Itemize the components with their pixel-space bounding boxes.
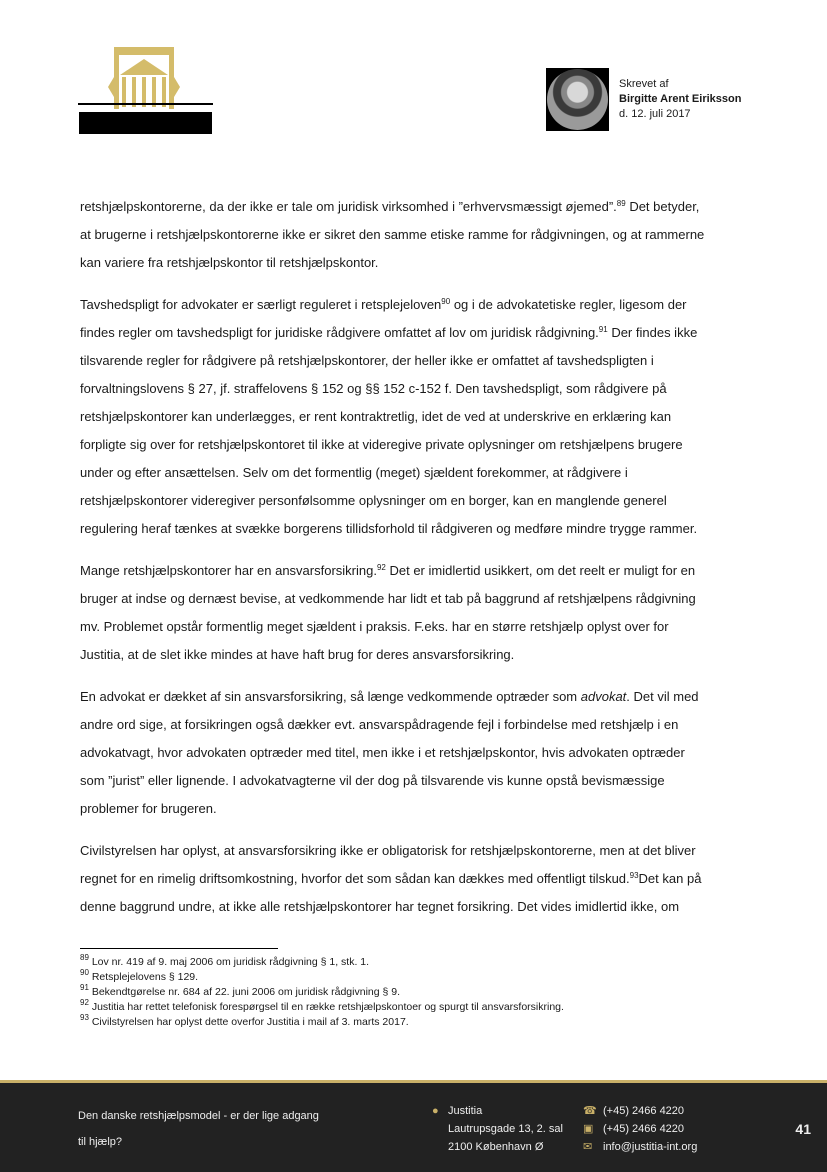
footer-city: 2100 København Ø bbox=[448, 1141, 544, 1153]
text-segment: retshjælpskontorer kan underlægges, er rent kontraktretlig, idet de ved at underskrive en erklæring kan bbox=[80, 409, 672, 424]
page-number: 41 bbox=[795, 1121, 811, 1137]
text-segment: Det betyder, bbox=[625, 199, 700, 214]
text-line bbox=[80, 375, 750, 403]
text-segment: advokatvagt, hvor advokaten optræder med titel, men ikke i et retshjælpskontor, hvis advokaten optræder bbox=[80, 745, 685, 760]
footnotes bbox=[80, 955, 564, 1030]
text-line bbox=[80, 893, 750, 921]
paragraph bbox=[80, 557, 750, 669]
text-segment: Der findes ikke bbox=[607, 325, 698, 340]
footer-phone: (+45) 2466 4220 bbox=[603, 1105, 685, 1117]
footnote-text: Bekendtgørelse nr. 684 af 22. juni 2006 om juridisk rådgivning § 9. bbox=[88, 986, 401, 998]
text-segment: findes regler om tavshedspligt for juridiske rådgivere omfattet af lov om juridisk rådgivning. bbox=[80, 325, 599, 340]
text-segment: som ”jurist” eller lignende. I advokatvagterne vil der dog på tilsvarende vis kunne opstå bevismæssige bbox=[80, 773, 665, 788]
footnote-text: Civilstyrelsen har oplyst dette overfor Justitia i mail af 3. marts 2017. bbox=[88, 1016, 409, 1028]
footnote-text: Justitia har rettet telefonisk forespørgsel til en række retshjælpskontoer og spurgt til ansvarsforsikring. bbox=[88, 1001, 564, 1013]
footnote-number: 92 bbox=[80, 998, 89, 1007]
body-text bbox=[80, 193, 750, 935]
footnote-reference[interactable]: 93 bbox=[629, 871, 639, 880]
text-segment: bruger at indse og dernæst bevise, at vedkommende har lidt et tab på baggrund af retshjælpens rådgivning bbox=[80, 591, 696, 606]
text-segment: Det kan på bbox=[638, 871, 702, 886]
footnote-reference[interactable]: 89 bbox=[616, 199, 626, 208]
text-segment: retshjælpskontorerne, da der ikke er tale om juridisk virksomhed i ”erhvervsmæssigt øjemed”. bbox=[80, 199, 617, 214]
text-line bbox=[80, 865, 750, 893]
footnote-reference[interactable]: 90 bbox=[441, 297, 451, 306]
text-line bbox=[80, 711, 750, 739]
footnote bbox=[80, 985, 564, 1000]
text-segment: advokat bbox=[580, 689, 627, 704]
footnote-number: 93 bbox=[80, 1013, 89, 1022]
text-segment: regulering heraf tænkes at svække borgerens tillidsforhold til rådgiveren og medføre mindre trygge rammer. bbox=[80, 521, 698, 536]
text-line bbox=[80, 249, 750, 277]
author-label: Skrevet af bbox=[619, 78, 669, 90]
justitia-logo bbox=[78, 45, 213, 135]
author-block bbox=[546, 68, 741, 131]
text-line bbox=[80, 641, 750, 669]
text-segment: . Det vil med bbox=[626, 689, 699, 704]
text-line bbox=[80, 319, 750, 347]
footer-fax: (+45) 2466 4220 bbox=[603, 1123, 685, 1135]
footnote-text: Retsplejelovens § 129. bbox=[88, 971, 199, 983]
text-line bbox=[80, 767, 750, 795]
author-photo bbox=[546, 68, 609, 131]
paragraph bbox=[80, 683, 750, 823]
footer-contact bbox=[583, 1102, 697, 1156]
text-line bbox=[80, 193, 750, 221]
text-segment: andre ord sige, at forsikringen også dækker evt. ansvarspådragende fejl i forbindelse med retshjælp i en bbox=[80, 717, 679, 732]
text-line bbox=[80, 403, 750, 431]
footnote-reference[interactable]: 91 bbox=[598, 325, 608, 334]
footnote bbox=[80, 955, 564, 970]
text-line bbox=[80, 795, 750, 823]
footnote-divider bbox=[80, 948, 278, 949]
text-segment: at brugerne i retshjælpskontorerne ikke er sikret den samme etiske ramme for rådgivningen, og at rammerne bbox=[80, 227, 705, 242]
text-segment: under og efter ansættelsen. Selv om det formentlig (meget) sjældent forekommer, at rådgivere i bbox=[80, 465, 628, 480]
text-line bbox=[80, 613, 750, 641]
footnote bbox=[80, 1015, 564, 1030]
text-line bbox=[80, 837, 750, 865]
text-line bbox=[80, 459, 750, 487]
text-line bbox=[80, 557, 750, 585]
paragraph bbox=[80, 193, 750, 277]
text-line bbox=[80, 431, 750, 459]
paragraph bbox=[80, 291, 750, 543]
text-segment: Mange retshjælpskontorer har en ansvarsforsikring. bbox=[80, 563, 377, 578]
text-segment: Civilstyrelsen har oplyst, at ansvarsforsikring ikke er obligatorisk for retshjælpskontorerne, men at det bliver bbox=[80, 843, 696, 858]
footer-street: Lautrupsgade 13, 2. sal bbox=[448, 1123, 563, 1135]
text-line bbox=[80, 347, 750, 375]
text-line bbox=[80, 683, 750, 711]
text-line bbox=[80, 585, 750, 613]
text-segment: retshjælpskontorer videregiver personfølsomme oplysninger om en borger, kan en manglende generel bbox=[80, 493, 667, 508]
footnote bbox=[80, 1000, 564, 1015]
footer-address bbox=[432, 1102, 563, 1156]
text-line bbox=[80, 739, 750, 767]
text-line bbox=[80, 291, 750, 319]
footnote-number: 90 bbox=[80, 968, 89, 977]
author-name: Birgitte Arent Eiriksson bbox=[619, 93, 742, 105]
text-segment: forvaltningslovens § 27, jf. straffelovens § 152 og §§ 152 c-152 f. Den tavshedspligt, som rådgivere på bbox=[80, 381, 667, 396]
phone-icon: ☎ bbox=[583, 1105, 597, 1117]
text-segment: denne baggrund undre, at ikke alle retshjælpskontorer har tegnet forsikring. Det vides imidlertid ikke, om bbox=[80, 899, 680, 914]
page-footer bbox=[0, 1080, 827, 1172]
text-segment: Tavshedspligt for advokater er særligt reguleret i retsplejeloven bbox=[80, 297, 442, 312]
footnote bbox=[80, 970, 564, 985]
author-date: d. 12. juli 2017 bbox=[619, 108, 691, 120]
footnote-text: Lov nr. 419 af 9. maj 2006 om juridisk rådgivning § 1, stk. 1. bbox=[88, 956, 370, 968]
fax-icon: ▣ bbox=[583, 1123, 594, 1135]
text-line bbox=[80, 221, 750, 249]
location-pin-icon: ● bbox=[432, 1105, 439, 1117]
footnote-number: 89 bbox=[80, 953, 89, 962]
text-segment: regnet for en rimelig driftsomkostning, hvorfor det som sådan kan dækkes med offentligt tilskud. bbox=[80, 871, 630, 886]
text-line bbox=[80, 487, 750, 515]
footer-org: Justitia bbox=[448, 1105, 483, 1117]
text-segment: forpligte sig over for retshjælpskontoret til ikke at videregive private oplysninger om retshjælpens brugere bbox=[80, 437, 683, 452]
footnote-number: 91 bbox=[80, 983, 89, 992]
text-segment: En advokat er dækket af sin ansvarsforsikring, så længe vedkommende optræder som bbox=[80, 689, 581, 704]
footer-email[interactable]: info@justitia-int.org bbox=[603, 1141, 698, 1153]
text-line bbox=[80, 515, 750, 543]
text-segment: mv. Problemet opstår formentlig meget sjældent i praksis. F.eks. har en større retshjælp oplyst over for bbox=[80, 619, 669, 634]
text-segment: Justitia, at de slet ikke mindes at have haft brug for deres ansvarsforsikring. bbox=[80, 647, 515, 662]
text-segment: Det er imidlertid usikkert, om det reelt er muligt for en bbox=[385, 563, 696, 578]
footnote-reference[interactable]: 92 bbox=[376, 563, 386, 572]
text-segment: tilsvarende regler for rådgivere på retshjælpskontorer, der heller ikke er omfattet af tavshedspligten i bbox=[80, 353, 654, 368]
text-segment: problemer for brugeren. bbox=[80, 801, 217, 816]
footer-title-line1: Den danske retshjælpsmodel - er der lige adgang bbox=[78, 1110, 319, 1122]
email-icon: ✉ bbox=[583, 1141, 593, 1153]
text-segment: kan variere fra retshjælpskontor til retshjælpskontor. bbox=[80, 255, 379, 270]
text-segment: og i de advokatetiske regler, ligesom der bbox=[450, 297, 687, 312]
paragraph bbox=[80, 837, 750, 921]
footer-title-line2: til hjælp? bbox=[78, 1136, 123, 1148]
